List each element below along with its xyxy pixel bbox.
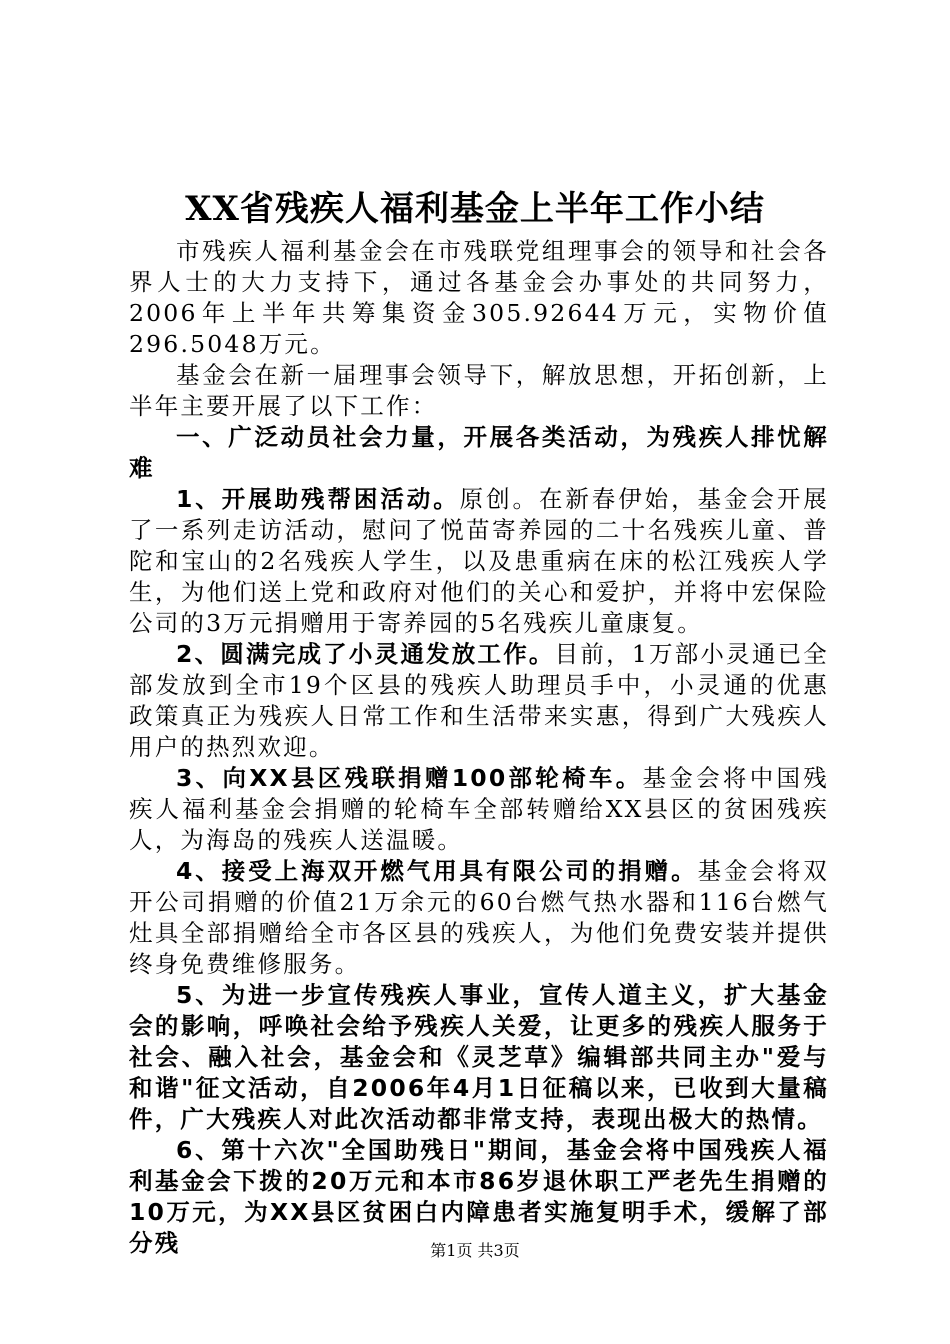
list-item-3 xyxy=(129,763,829,856)
page-footer: 第1页 共3页 xyxy=(430,1241,520,1260)
list-item-6: 6、第十六次"全国助残日"期间，基金会将中国残疾人福利基金会下拨的20万元和本市86岁退休职工严老先生捐赠的10万元，为XX县区贫困白内障患者实施复明手术，缓解了部分残 xyxy=(129,1136,829,1257)
document-body xyxy=(129,236,829,1259)
list-item-1-text: 原创。在新春伊始，基金会开展了一系列走访活动，慰问了悦苗寄养园的二十名残疾儿童、普陀和宝山的2名残疾人学生，以及患重病在床的松江残疾人学生，为他们送上党和政府对他们的关心和爱护，并将中宏保险公司的3万元捐赠用于寄养园的5名残疾儿童康复。 xyxy=(129,485,829,637)
list-item-5: 5、为进一步宣传残疾人事业，宣传人道主义，扩大基金会的影响，呼唤社会给予残疾人关爱，让更多的残疾人服务于社会、融入社会，基金会和《灵芝草》编辑部共同主办"爱与和谐"征文活动，自2006年4月1日征稿以来，已收到大量稿件，广大残疾人对此次活动都非常支持，表现出极大的热情。 xyxy=(129,981,829,1133)
list-item-2 xyxy=(129,639,829,763)
list-item-3-title: 3、向XX县区残联捐赠100部轮椅车。 xyxy=(176,764,643,792)
list-item-1 xyxy=(129,484,829,639)
list-item-4-title: 4、接受上海双开燃气用具有限公司的捐赠。 xyxy=(176,857,698,885)
paragraph-overview: 基金会在新一届理事会领导下，解放思想，开拓创新，上半年主要开展了以下工作： xyxy=(129,361,829,420)
list-item-2-text: 目前，1万部小灵通已全部发放到全市19个区县的残疾人助理员手中，小灵通的优惠政策真正为残疾人日常工作和生活带来实惠，得到广大残疾人用户的热烈欢迎。 xyxy=(129,640,830,761)
list-item-3-text: 基金会将中国残疾人福利基金会捐赠的轮椅车全部转赠给XX县区的贫困残疾人，为海岛的残疾人送温暖。 xyxy=(129,764,829,854)
list-item-2-title: 2、圆满完成了小灵通发放工作。 xyxy=(176,640,555,668)
section-heading-1: 一、广泛动员社会力量，开展各类活动，为残疾人排忧解难 xyxy=(129,423,829,482)
list-item-4 xyxy=(129,856,829,980)
list-item-1-title: 1、开展助残帮困活动。 xyxy=(176,485,460,513)
document-title: XX省残疾人福利基金上半年工作小结 xyxy=(185,189,765,229)
paragraph-intro: 市残疾人福利基金会在市残联党组理事会的领导和社会各界人士的大力支持下，通过各基金会办事处的共同努力，2006年上半年共筹集资金305.92644万元，实物价值296.5048万元。 xyxy=(129,237,829,358)
list-item-4-text: 基金会将双开公司捐赠的价值21万余元的60台燃气热水器和116台燃气灶具全部捐赠给全市各区县的残疾人，为他们免费安装并提供终身免费维修服务。 xyxy=(129,857,830,978)
